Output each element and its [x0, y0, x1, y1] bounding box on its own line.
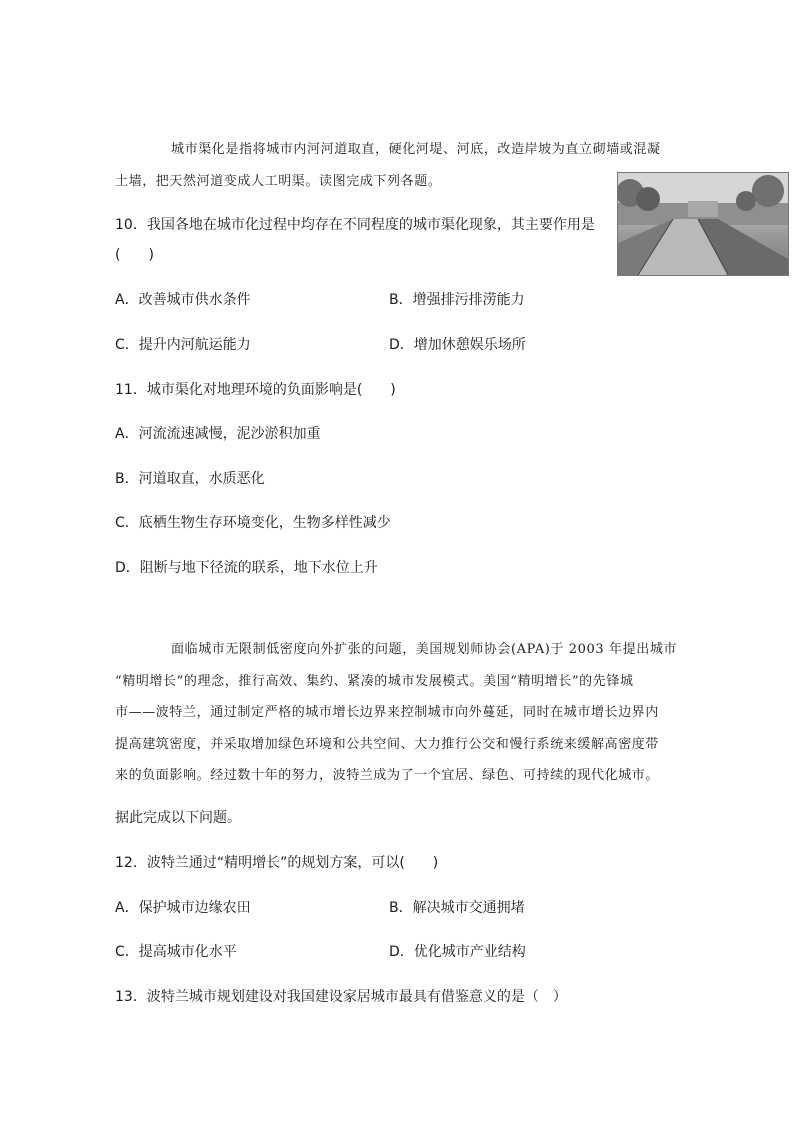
q10-option-a: A．改善城市供水条件 [115, 292, 251, 308]
q10-option-c: C．提升内河航运能力 [115, 337, 251, 353]
passage1-line1: 城市渠化是指将城市内河河道取直，硬化河堤、河底，改造岸坡为直立砌墙或混凝 [171, 142, 661, 157]
q11-stem: 11．城市渠化对地理环境的负面影响是( ) [115, 382, 396, 398]
q13-stem: 13．波特兰城市规划建设对我国建设家居城市最具有借鉴意义的是（ ） [115, 989, 567, 1005]
q10-stem: 10．我国各地在城市化过程中均存在不同程度的城市渠化现象，其主要作用是 [115, 217, 595, 233]
q11-option-d: D．阻断与地下径流的联系，地下水位上升 [115, 560, 378, 576]
q11-option-a: A．河流流速减慢，泥沙淤积加重 [115, 426, 321, 442]
passage2-line1: 面临城市无限制低密度向外扩张的问题，美国规划师协会(APA)于 2003 年提出城市 [171, 642, 678, 657]
q12-option-a: A．保护城市边缘农田 [115, 900, 251, 916]
passage1-line2: 土墙，把天然河道变成人工明渠。读图完成下列各题。 [115, 174, 442, 189]
passage2-instruction: 据此完成以下问题。 [115, 810, 241, 826]
passage2-line4: 提高建筑密度，并采取增加绿色环境和公共空间、大力推行公交和慢行系统来缓解高密度带 [115, 737, 660, 752]
passage2-line5: 来的负面影响。经过数十年的努力，波特兰成为了一个宜居、绿色、可持续的现代化城市。 [115, 768, 660, 783]
canal-photo [617, 172, 789, 276]
q12-option-d: D．优化城市产业结构 [389, 944, 526, 960]
q11-option-c: C．底栖生物生存环境变化，生物多样性减少 [115, 515, 391, 531]
q12-option-c: C．提高城市化水平 [115, 944, 237, 960]
passage2-line3: 市——波特兰，通过制定严格的城市增长边界来控制城市向外蔓延，同时在城市增长边界内 [115, 705, 660, 720]
q10-paren: ( ) [115, 247, 154, 263]
q10-option-d: D．增加休憩娱乐场所 [389, 337, 526, 353]
q12-option-b: B．解决城市交通拥堵 [389, 900, 525, 916]
q12-stem: 12．波特兰通过“精明增长”的规划方案，可以( ) [115, 855, 439, 871]
q11-option-b: B．河道取直，水质恶化 [115, 471, 265, 487]
passage2-line2: “精明增长”的理念，推行高效、集约、紧凑的城市发展模式。美国“精明增长”的先锋城 [115, 674, 634, 689]
q10-option-b: B．增强排污排涝能力 [389, 292, 525, 308]
